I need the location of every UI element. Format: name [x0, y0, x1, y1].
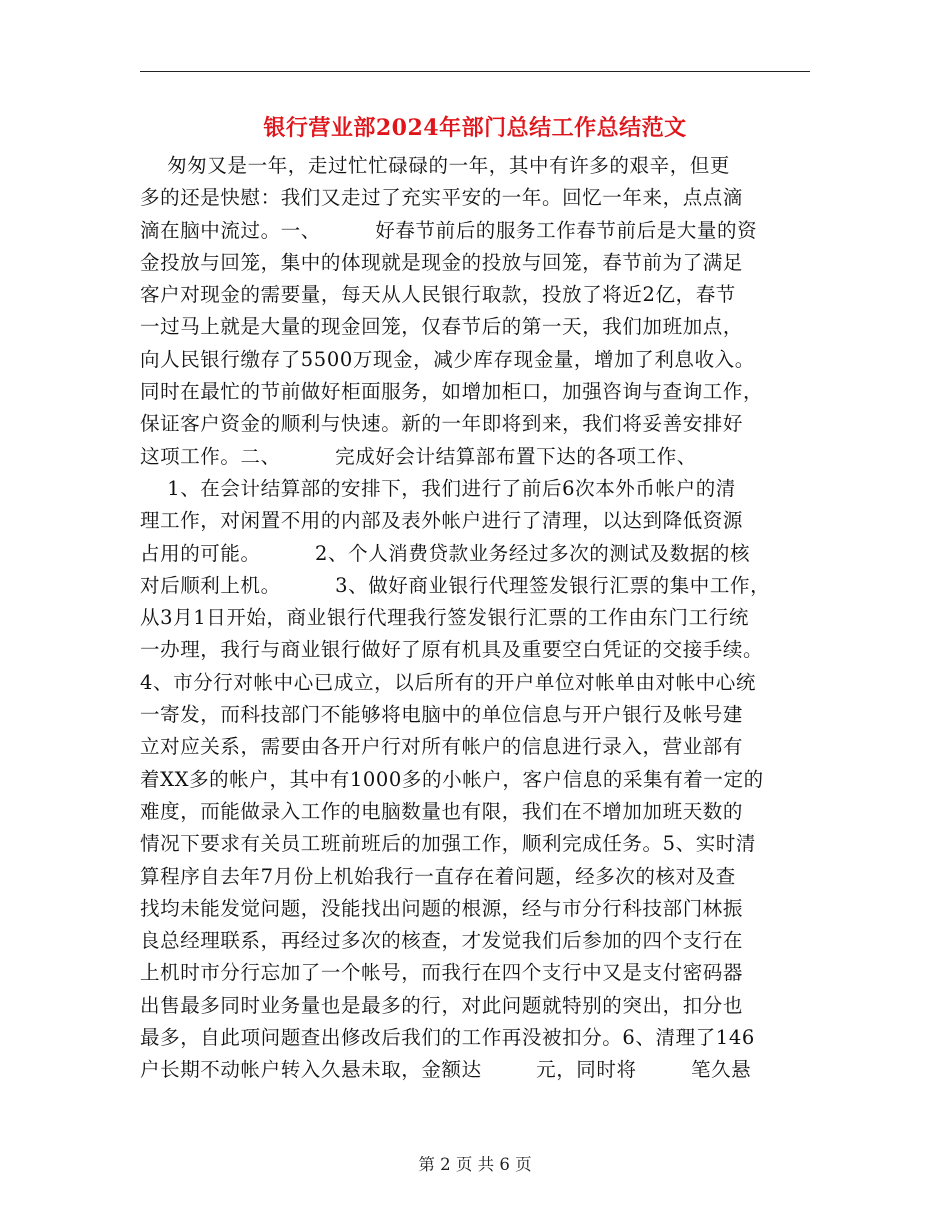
body-line: 占用的可能。 2、个人消费贷款业务经过多次的测试及数据的核	[140, 541, 751, 565]
body-line: 算程序自去年7月份上机始我行一直存在着问题，经多次的核对及查	[140, 864, 736, 888]
body-line: 从3月1日开始，商业银行代理我行签发银行汇票的工作由东门工行统	[140, 606, 749, 630]
body-line: 滴在脑中流过。一、 好春节前后的服务工作春节前后是大量的资	[140, 218, 758, 242]
body-line: 户长期不动帐户转入久悬未取，金额达 元，同时将 笔久悬	[140, 1058, 752, 1082]
body-line: 理工作，对闲置不用的内部及表外帐户进行了清理，以达到降低资源	[140, 509, 744, 533]
page-footer: 第 2 页 共 6 页	[418, 1155, 532, 1174]
body-line: 一过马上就是大量的现金回笼，仅春节后的第一天，我们加班加点，	[140, 315, 744, 339]
body-line: 同时在最忙的节前做好柜面服务，如增加柜口，加强咨询与查询工作，	[140, 380, 764, 404]
body-line: 立对应关系，需要由各开户行对所有帐户的信息进行录入，营业部有	[140, 735, 744, 759]
body-line: 难度，而能做录入工作的电脑数量也有限，我们在不增加加班天数的	[140, 799, 744, 823]
body-line: 最多，自此项问题查出修改后我们的工作再没被扣分。6、清理了146	[140, 1026, 755, 1050]
body-line: 上机时市分行忘加了一个帐号，而我行在四个支行中又是支付密码器	[140, 961, 744, 985]
body-line: 对后顺利上机。 3、做好商业银行代理签发银行汇票的集中工作，	[140, 573, 771, 597]
body-line: 情况下要求有关员工班前班后的加强工作，顺利完成任务。5、实时清	[140, 832, 757, 856]
body-line: 良总经理联系，再经过多次的核查，才发觉我们后参加的四个支行在	[140, 929, 744, 953]
body-line: 保证客户资金的顺利与快速。新的一年即将到来，我们将妥善安排好	[140, 412, 744, 436]
body-line: 找均未能发觉问题，没能找出问题的根源，经与市分行科技部门林振	[140, 896, 744, 920]
body-line: 客户对现金的需要量，每天从人民银行取款，投放了将近2亿，春节	[140, 283, 736, 307]
body-line: 匆匆又是一年，走过忙忙碌碌的一年，其中有许多的艰辛，但更	[140, 154, 730, 177]
body-line: 着XX多的帐户，其中有1000多的小帐户，客户信息的采集有着一定的	[140, 767, 764, 791]
body-line: 多的还是快慰：我们又走过了充实平安的一年。回忆一年来，点点滴	[140, 186, 744, 210]
document-body	[140, 150, 810, 1087]
body-line: 一办理，我行与商业银行做好了原有机具及重要空白凭证的交接手续。	[140, 638, 764, 662]
body-line: 4、市分行对帐中心已成立，以后所有的开户单位对帐单由对帐中心统	[140, 670, 757, 694]
header-rule	[140, 71, 810, 72]
body-line: 这项工作。二、 完成好会计结算部布置下达的各项工作、	[140, 444, 697, 468]
document-title: 银行营业部2024年部门总结工作总结范文	[263, 115, 687, 141]
body-line: 一寄发，而科技部门不能够将电脑中的单位信息与开户银行及帐号建	[140, 703, 744, 727]
body-line: 1、在会计结算部的安排下，我们进行了前后6次本外币帐户的清	[140, 476, 736, 500]
body-line: 向人民银行缴存了5500万现金，减少库存现金量，增加了利息收入。	[140, 347, 755, 371]
body-line: 金投放与回笼，集中的体现就是现金的投放与回笼，春节前为了满足	[140, 250, 744, 274]
body-line: 出售最多同时业务量也是最多的行，对此问题就特别的突出，扣分也	[140, 993, 744, 1017]
